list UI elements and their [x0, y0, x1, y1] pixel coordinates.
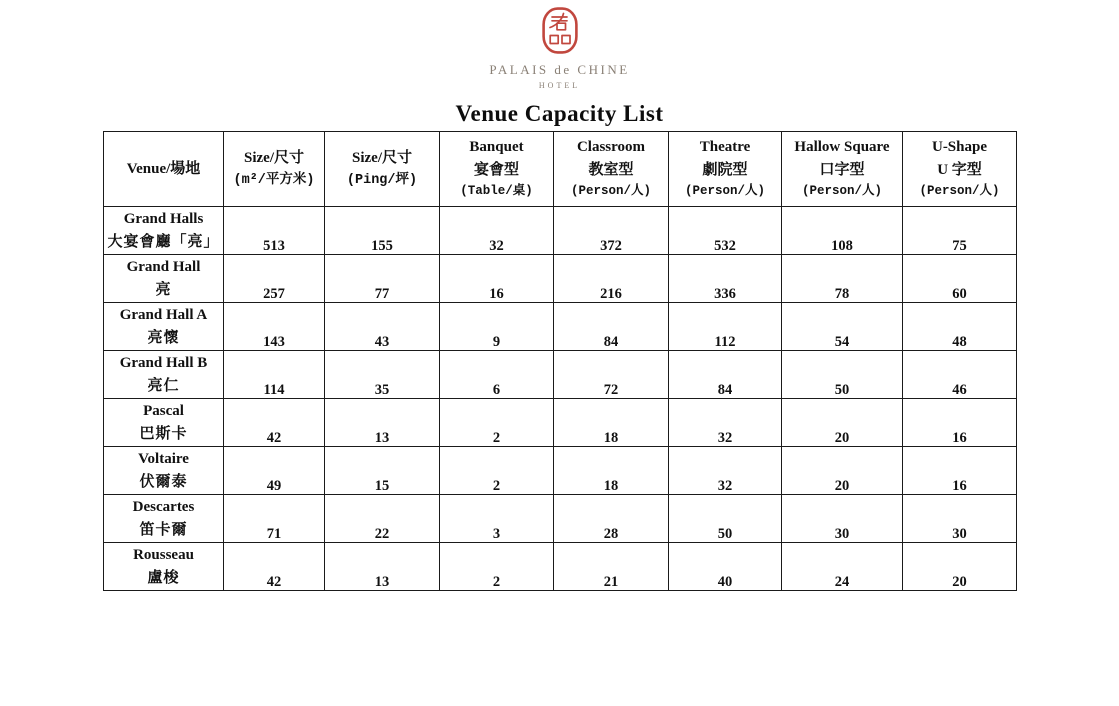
- u-shape-cell: 75: [903, 207, 1017, 255]
- hallow-square-cell: 50: [782, 351, 903, 399]
- table-row-voltaire: [104, 447, 1017, 495]
- theatre-cell: 32: [669, 399, 782, 447]
- classroom-cell: 72: [554, 351, 669, 399]
- venue-name-zh: 亮仁: [147, 377, 180, 394]
- venue-name-en: Grand Hall A: [119, 306, 208, 323]
- table-row-rousseau: [104, 543, 1017, 591]
- venue-cell: [104, 351, 224, 399]
- size-sqm-cell: 513: [224, 207, 325, 255]
- col-header-size-sqm: Size/尺寸 (m²/平方米): [224, 132, 325, 207]
- junpin-seal-icon: [542, 7, 578, 54]
- table-row-grand-halls: [104, 207, 1017, 255]
- table-row-pascal: [104, 399, 1017, 447]
- table-row-grand-hall-a: [104, 303, 1017, 351]
- venue-name-en: Grand Hall: [126, 258, 201, 275]
- venue-name-en: Descartes: [132, 498, 195, 515]
- venue-name-en: Voltaire: [138, 450, 189, 467]
- col-header-u-shape: U-Shape U 字型 (Person/人): [903, 132, 1017, 207]
- brand-subtitle: HOTEL: [538, 81, 581, 90]
- table-row-grand-hall: [104, 255, 1017, 303]
- size-sqm-cell: 71: [224, 495, 325, 543]
- size-ping-cell: 15: [325, 447, 440, 495]
- size-ping-cell: 77: [325, 255, 440, 303]
- venue-cell: [104, 303, 224, 351]
- theatre-cell: 336: [669, 255, 782, 303]
- classroom-cell: 21: [554, 543, 669, 591]
- u-shape-cell: 30: [903, 495, 1017, 543]
- brand-name: PALAIS de CHINE: [489, 62, 630, 77]
- classroom-cell: 84: [554, 303, 669, 351]
- banquet-cell: 3: [440, 495, 554, 543]
- banquet-cell: 9: [440, 303, 554, 351]
- hallow-square-cell: 78: [782, 255, 903, 303]
- theatre-cell: 112: [669, 303, 782, 351]
- brand-header: [0, 7, 1119, 127]
- classroom-cell: 18: [554, 399, 669, 447]
- venue-name-en: Pascal: [143, 402, 184, 419]
- u-shape-cell: 16: [903, 399, 1017, 447]
- venue-name-zh: 巴斯卡: [139, 425, 188, 442]
- theatre-cell: 50: [669, 495, 782, 543]
- banquet-cell: 2: [440, 543, 554, 591]
- venue-cell: [104, 543, 224, 591]
- banquet-cell: 32: [440, 207, 554, 255]
- size-ping-cell: 13: [325, 543, 440, 591]
- hallow-square-cell: 30: [782, 495, 903, 543]
- theatre-cell: 40: [669, 543, 782, 591]
- col-header-venue: [104, 132, 224, 207]
- col-header-size-ping: Size/尺寸 (Ping/坪): [325, 132, 440, 207]
- hallow-square-cell: 24: [782, 543, 903, 591]
- venue-name-en: Rousseau: [133, 546, 194, 563]
- table-row-grand-hall-b: [104, 351, 1017, 399]
- size-ping-cell: 22: [325, 495, 440, 543]
- size-sqm-cell: 42: [224, 543, 325, 591]
- size-ping-cell: 35: [325, 351, 440, 399]
- theatre-cell: 32: [669, 447, 782, 495]
- size-sqm-cell: 49: [224, 447, 325, 495]
- venue-name-zh: 亮懷: [147, 329, 180, 346]
- banquet-cell: 2: [440, 447, 554, 495]
- u-shape-cell: 60: [903, 255, 1017, 303]
- classroom-cell: 28: [554, 495, 669, 543]
- u-shape-cell: 46: [903, 351, 1017, 399]
- venue-name-zh: 笛卡爾: [139, 521, 188, 538]
- venue-name-zh: 伏爾泰: [139, 473, 188, 490]
- col-header-venue-label: Venue/場地: [126, 160, 201, 177]
- hallow-square-cell: 54: [782, 303, 903, 351]
- page-title: Venue Capacity List: [455, 101, 664, 126]
- size-ping-cell: 155: [325, 207, 440, 255]
- size-ping-cell: 43: [325, 303, 440, 351]
- venue-cell: [104, 399, 224, 447]
- table-row-descartes: [104, 495, 1017, 543]
- venue-name-zh: 亮: [155, 281, 172, 298]
- hallow-square-cell: 108: [782, 207, 903, 255]
- venue-name-en: Grand Halls: [123, 210, 204, 227]
- u-shape-cell: 20: [903, 543, 1017, 591]
- size-sqm-cell: 42: [224, 399, 325, 447]
- size-sqm-cell: 257: [224, 255, 325, 303]
- hallow-square-cell: 20: [782, 447, 903, 495]
- classroom-cell: 18: [554, 447, 669, 495]
- size-sqm-cell: 114: [224, 351, 325, 399]
- venue-cell: [104, 207, 224, 255]
- venue-capacity-table: [103, 131, 1017, 591]
- classroom-cell: 372: [554, 207, 669, 255]
- banquet-cell: 16: [440, 255, 554, 303]
- banquet-cell: 6: [440, 351, 554, 399]
- theatre-cell: 84: [669, 351, 782, 399]
- venue-cell: [104, 495, 224, 543]
- u-shape-cell: 48: [903, 303, 1017, 351]
- venue-name-zh: 大宴會廳「亮」: [107, 233, 220, 250]
- u-shape-cell: 16: [903, 447, 1017, 495]
- size-sqm-cell: 143: [224, 303, 325, 351]
- col-header-theatre: Theatre 劇院型 (Person/人): [669, 132, 782, 207]
- header-row: [104, 132, 1017, 207]
- classroom-cell: 216: [554, 255, 669, 303]
- size-ping-cell: 13: [325, 399, 440, 447]
- venue-name-en: Grand Hall B: [119, 354, 208, 371]
- banquet-cell: 2: [440, 399, 554, 447]
- col-header-classroom: Classroom 教室型 (Person/人): [554, 132, 669, 207]
- theatre-cell: 532: [669, 207, 782, 255]
- venue-cell: [104, 255, 224, 303]
- hallow-square-cell: 20: [782, 399, 903, 447]
- col-header-hallow-square: Hallow Square 口字型 (Person/人): [782, 132, 903, 207]
- venue-name-zh: 盧梭: [147, 569, 180, 586]
- col-header-banquet: Banquet 宴會型 (Table/桌): [440, 132, 554, 207]
- venue-cell: [104, 447, 224, 495]
